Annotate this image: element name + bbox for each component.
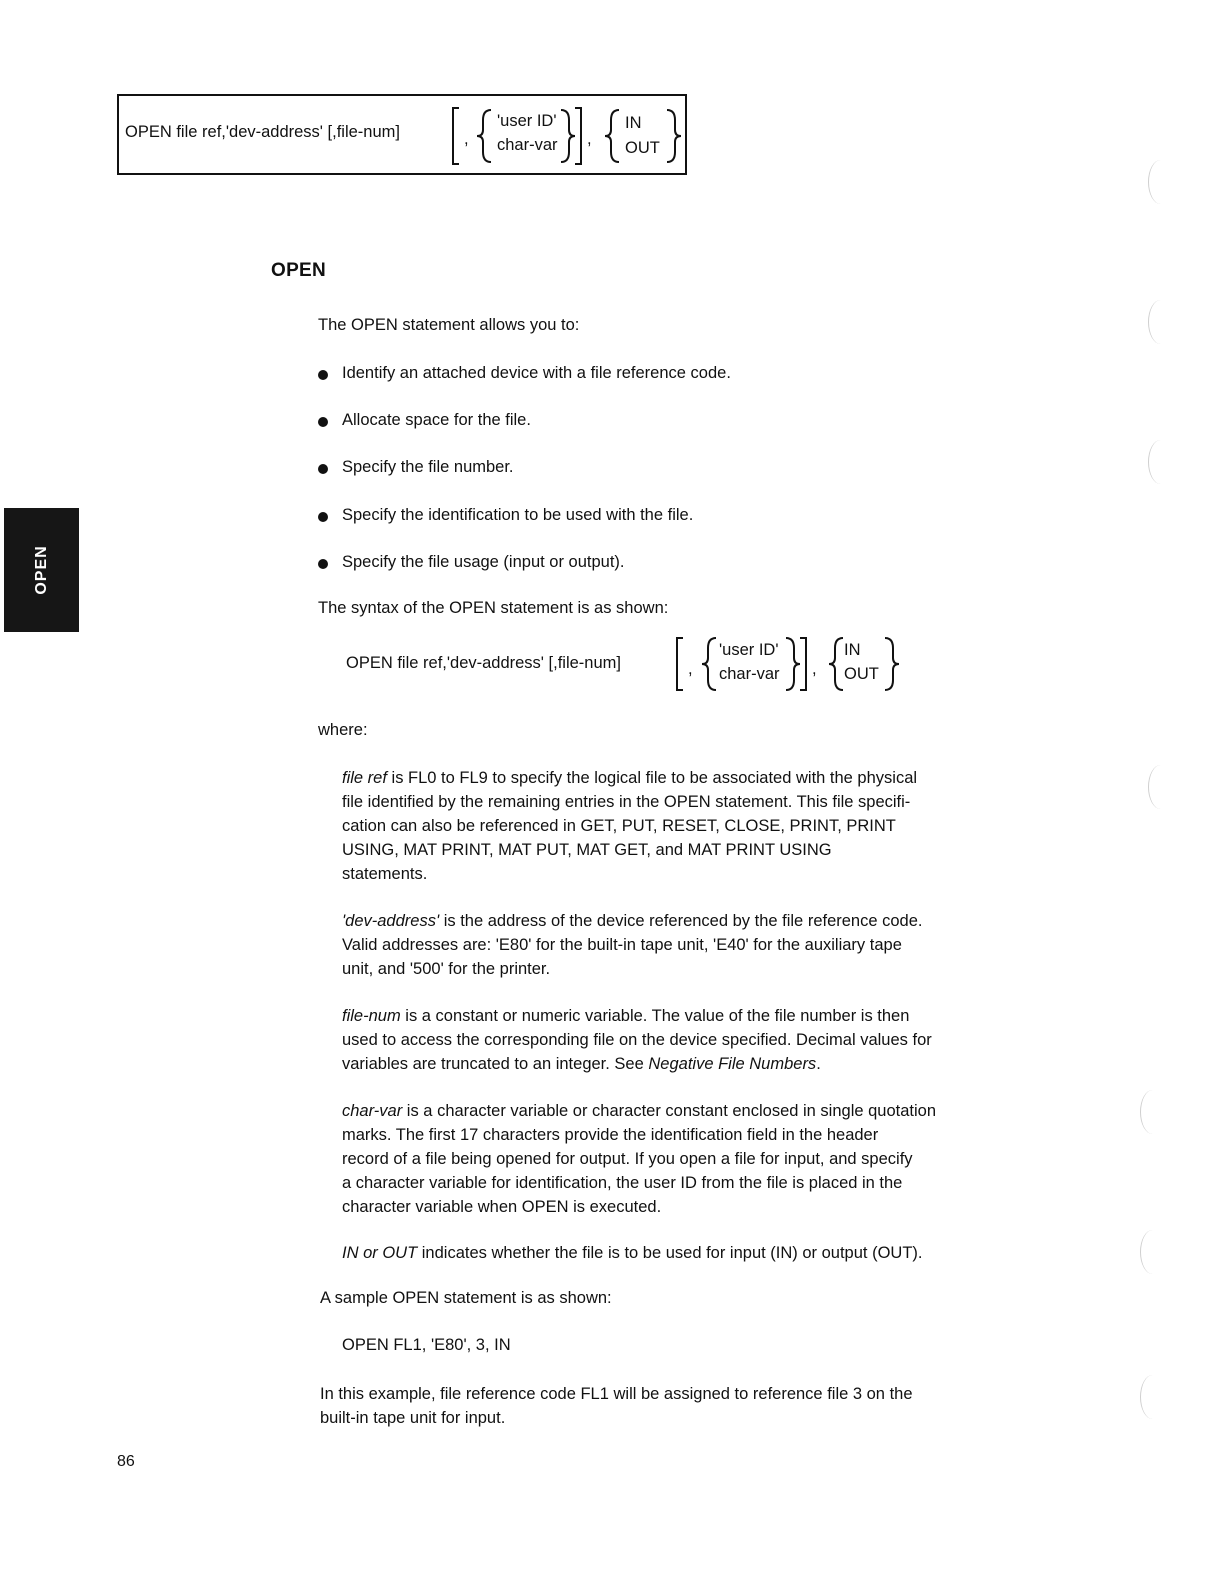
desc-line: indicates whether the file is to be used for input (IN) or output (OUT). bbox=[417, 1244, 923, 1262]
intro-text: The OPEN statement allows you to: bbox=[318, 316, 580, 334]
desc-line: unit, and '500' for the printer. bbox=[342, 960, 551, 978]
page-title: OPEN bbox=[271, 260, 327, 281]
syntax-box bbox=[117, 94, 687, 175]
syntax-mode-in: IN bbox=[625, 114, 642, 132]
syntax-lead: OPEN file ref,'dev-address' [,file-num] bbox=[125, 123, 400, 141]
bullet-text: Allocate space for the file. bbox=[342, 411, 531, 429]
desc-file-num bbox=[342, 1004, 1002, 1076]
desc-char-var bbox=[342, 1099, 1002, 1219]
syntax-inline-comma-2: , bbox=[812, 660, 817, 678]
scan-artifact bbox=[1148, 440, 1173, 484]
desc-line: marks. The first 17 characters provide the identification field in the header bbox=[342, 1126, 879, 1144]
desc-line: character variable when OPEN is executed. bbox=[342, 1198, 662, 1216]
syntax-inline-comma: , bbox=[688, 660, 693, 678]
desc-line: a character variable for identification, the user ID from the file is placed in the bbox=[342, 1174, 903, 1192]
desc-line-tail: . bbox=[816, 1055, 821, 1073]
desc-line: USING, MAT PRINT, MAT PUT, MAT GET, and MAT PRINT USING bbox=[342, 841, 832, 859]
desc-line: is FL0 to FL9 to specify the logical file to be associated with the physical bbox=[386, 769, 918, 787]
scan-artifact bbox=[1148, 160, 1173, 204]
syntax-inline-mode-in: IN bbox=[844, 641, 861, 659]
page-number: 86 bbox=[117, 1453, 135, 1470]
term-file-ref: file ref bbox=[342, 769, 387, 787]
syntax-option-user-id: 'user ID' bbox=[497, 112, 557, 130]
desc-line: statements. bbox=[342, 865, 428, 883]
scan-artifact bbox=[1140, 1230, 1165, 1274]
bullet-icon bbox=[318, 464, 328, 474]
desc-line: is a character variable or character constant enclosed in single quotation bbox=[402, 1102, 937, 1120]
sample-code: OPEN FL1, 'E80', 3, IN bbox=[342, 1336, 511, 1354]
term-file-num: file-num bbox=[342, 1007, 401, 1025]
desc-line: cation can also be referenced in GET, PUT, RESET, CLOSE, PRINT, PRINT bbox=[342, 817, 896, 835]
syntax-comma-2: , bbox=[587, 130, 592, 148]
desc-line: is a constant or numeric variable. The value of the file number is then bbox=[400, 1007, 910, 1025]
bullet-text: Specify the file usage (input or output). bbox=[342, 553, 625, 571]
syntax-inline bbox=[340, 632, 900, 696]
scan-artifact bbox=[1140, 1090, 1165, 1134]
term-in-out: IN or OUT bbox=[342, 1244, 418, 1262]
syntax-inline-char-var: char-var bbox=[719, 665, 780, 683]
syntax-option-char-var: char-var bbox=[497, 136, 558, 154]
example-paragraph bbox=[320, 1382, 980, 1430]
section-tab-label: OPEN bbox=[32, 545, 50, 595]
bullet-text: Specify the identification to be used with the file. bbox=[342, 506, 694, 524]
sample-intro: A sample OPEN statement is as shown: bbox=[320, 1289, 612, 1307]
bullet-icon bbox=[318, 417, 328, 427]
bullet-icon bbox=[318, 559, 328, 569]
desc-line: is the address of the device referenced by the file reference code. bbox=[439, 912, 923, 930]
term-dev-address: 'dev-address' bbox=[342, 912, 440, 930]
negative-file-numbers-reference: Negative File Numbers bbox=[648, 1055, 817, 1073]
syntax-inline-user-id: 'user ID' bbox=[719, 641, 779, 659]
desc-line: used to access the corresponding file on the device specified. Decimal values for bbox=[342, 1031, 932, 1049]
desc-line: file identified by the remaining entries in the OPEN statement. This file specifi- bbox=[342, 793, 911, 811]
desc-line: variables are truncated to an integer. See bbox=[342, 1055, 649, 1073]
example-line: In this example, file reference code FL1 will be assigned to reference file 3 on the bbox=[320, 1385, 913, 1403]
syntax-comma: , bbox=[464, 130, 469, 148]
scan-artifact bbox=[1148, 765, 1173, 809]
syntax-inline-mode-out: OUT bbox=[844, 665, 879, 683]
syntax-mode-out: OUT bbox=[625, 139, 660, 157]
syntax-inline-lead: OPEN file ref,'dev-address' [,file-num] bbox=[346, 654, 621, 672]
desc-dev-address bbox=[342, 909, 1002, 981]
scan-artifact bbox=[1148, 300, 1173, 344]
term-char-var: char-var bbox=[342, 1102, 403, 1120]
bullet-icon bbox=[318, 370, 328, 380]
example-line: built-in tape unit for input. bbox=[320, 1409, 506, 1427]
desc-line: Valid addresses are: 'E80' for the built-in tape unit, 'E40' for the auxiliary tape bbox=[342, 936, 902, 954]
bullet-icon bbox=[318, 512, 328, 522]
desc-in-out bbox=[342, 1241, 1002, 1265]
scan-artifact bbox=[1140, 1375, 1165, 1419]
syntax-intro: The syntax of the OPEN statement is as shown: bbox=[318, 599, 669, 617]
section-tab bbox=[4, 508, 79, 632]
desc-file-ref bbox=[342, 766, 1002, 886]
where-label: where: bbox=[318, 721, 368, 739]
desc-line: record of a file being opened for output. If you open a file for input, and specify bbox=[342, 1150, 913, 1168]
bullet-text: Specify the file number. bbox=[342, 458, 514, 476]
bullet-text: Identify an attached device with a file reference code. bbox=[342, 364, 731, 382]
